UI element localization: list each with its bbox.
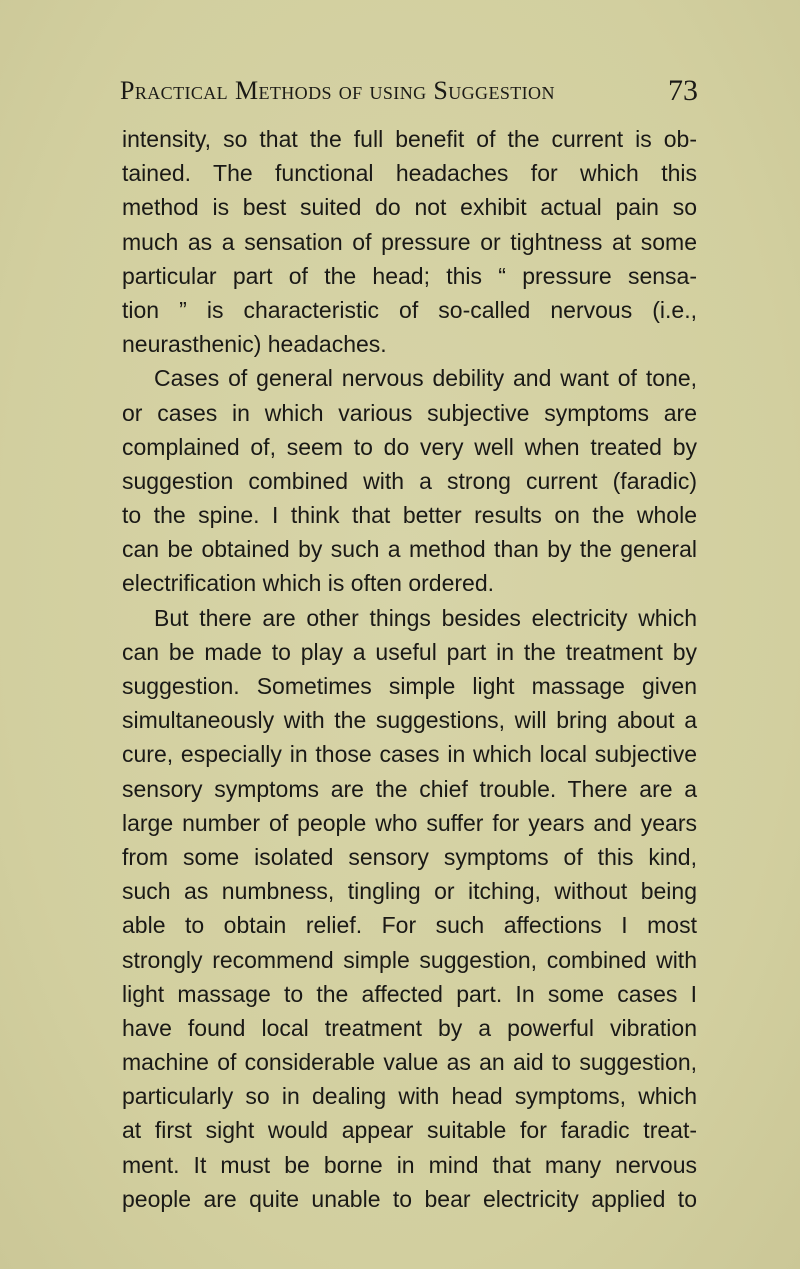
text-line: tion ” is characteristic of so-called nervous (i.e., xyxy=(122,296,697,323)
text-line: particular part of the head; this “ pressure sensa- xyxy=(122,262,697,289)
text-line: method is best suited do not exhibit actual pain so xyxy=(122,194,697,221)
text-line: particularly so in dealing with head symptoms, which xyxy=(122,1083,697,1110)
text-line: to the spine. I think that better results on the whole xyxy=(122,502,697,529)
text-line: tained. The functional headaches for which this xyxy=(122,160,697,187)
page-number: 73 xyxy=(668,74,698,107)
text-line: people are quite unable to bear electricity applied to xyxy=(122,1185,697,1212)
text-line: intensity, so that the full benefit of the current is ob- xyxy=(122,126,697,152)
text-line: can be made to play a useful part in the treatment by xyxy=(122,638,697,665)
text-line: much as a sensation of pressure or tightness at some xyxy=(122,228,697,255)
body-text xyxy=(122,122,697,1216)
text-line: able to obtain relief. For such affections I most xyxy=(122,912,697,939)
paragraph xyxy=(122,122,697,361)
running-head xyxy=(120,72,720,112)
text-line: complained of, seem to do very well when treated by xyxy=(122,433,697,460)
text-line: electrification which is often ordered. xyxy=(122,570,495,597)
paragraph xyxy=(122,361,697,600)
text-line: machine of considerable value as an aid to suggestion, xyxy=(122,1049,697,1076)
text-line: But there are other things besides electricity which xyxy=(154,604,697,631)
text-line: neurasthenic) headaches. xyxy=(122,331,387,358)
text-line: from some isolated sensory symptoms of this kind, xyxy=(122,843,697,870)
text-line: such as numbness, tingling or itching, without being xyxy=(122,878,697,905)
text-line: can be obtained by such a method than by the general xyxy=(122,536,697,563)
text-line: strongly recommend simple suggestion, combined with xyxy=(122,946,697,973)
text-line: light massage to the affected part. In some cases I xyxy=(122,980,697,1007)
text-line: simultaneously with the suggestions, will bring about a xyxy=(122,707,697,734)
text-line: sensory symptoms are the chief trouble. There are a xyxy=(122,775,697,802)
text-line: or cases in which various subjective symptoms are xyxy=(122,399,697,426)
text-line: Cases of general nervous debility and want of tone, xyxy=(154,365,697,392)
text-line: cure, especially in those cases in which local subjective xyxy=(122,741,697,768)
text-line: large number of people who suffer for years and years xyxy=(122,809,697,836)
text-line: have found local treatment by a powerful vibration xyxy=(122,1014,697,1041)
running-title: Practical Methods of using Suggestion xyxy=(120,76,555,105)
text-line: at first sight would appear suitable for faradic treat- xyxy=(122,1117,697,1144)
text-line: suggestion. Sometimes simple light massage given xyxy=(122,673,697,699)
text-line: suggestion combined with a strong current (faradic) xyxy=(122,467,697,494)
text-line: ment. It must be borne in mind that many nervous xyxy=(122,1151,697,1178)
paragraph xyxy=(122,601,697,1216)
